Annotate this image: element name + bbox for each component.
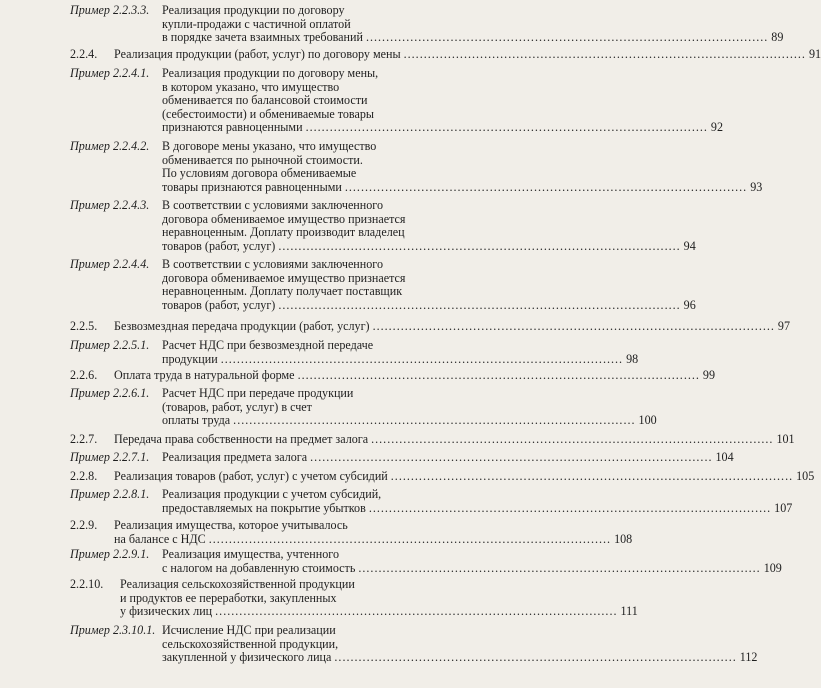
entry-title-line: Исчисление НДС при реализации xyxy=(162,623,336,637)
dot-leader: .................................................................................................... xyxy=(334,650,737,664)
entry-title-line: В договоре мены указано, что имущество xyxy=(162,139,377,153)
dot-leader: .................................................................................................... xyxy=(390,469,794,483)
dot-leader: .................................................................................................... xyxy=(215,604,618,618)
entry-title-line: и продуктов ее переработки, закупленных xyxy=(120,590,337,605)
entry-title-line: (товаров, работ, услуг) в счет xyxy=(162,399,312,414)
entry-title-line: признаются равноценными xyxy=(162,120,303,134)
entry-title-line: товаров (работ, услуг) xyxy=(162,297,276,312)
entry-title-line: Реализация продукции по договору xyxy=(162,3,345,17)
dot-leader: .................................................................................................... xyxy=(208,531,612,546)
entry-number: 2.2.5. xyxy=(70,319,98,333)
entry-number: 2.2.10. xyxy=(70,577,104,591)
page-number: 109 xyxy=(763,560,782,575)
entry-title-line: Реализация имущества, учтенного xyxy=(162,547,339,561)
dot-leader: .................................................................................................... xyxy=(372,319,775,333)
entry-title-line: неравноценным. Доплату производит владелец xyxy=(162,225,405,239)
dot-leader: .................................................................................................... xyxy=(368,500,772,515)
page-number: 112 xyxy=(739,650,758,664)
entry-number: Пример 2.2.9.1. xyxy=(70,547,150,561)
entry-number: Пример 2.2.7.1. xyxy=(70,450,150,464)
entry-title-line: сельскохозяйственной продукции, xyxy=(162,636,339,651)
dot-leader: .................................................................................................... xyxy=(310,450,713,464)
entry-number: Пример 2.2.4.3. xyxy=(70,198,150,212)
entry-title-line: Реализация товаров (работ, услуг) с учетом субсидий xyxy=(114,469,388,483)
page-number: 107 xyxy=(774,500,793,515)
entry-number: Пример 2.2.4.4. xyxy=(70,257,150,271)
entry-title-line: договора обмениваемое имущество признается xyxy=(162,270,406,285)
entry-title-line: в котором указано, что имущество xyxy=(162,79,340,94)
entry-title-line: Расчет НДС при безвозмездной передаче xyxy=(162,338,374,352)
entry-title-line: Безвозмездная передача продукции (работ, услуг) xyxy=(114,319,370,333)
page-number: 93 xyxy=(750,179,763,194)
entry-number: Пример 2.3.10.1. xyxy=(70,623,156,637)
page-number: 100 xyxy=(638,413,657,427)
entry-title-line: В соответствии с условиями заключенного xyxy=(162,257,384,271)
dot-leader: .................................................................................................... xyxy=(233,413,636,427)
entry-title-line: По условиям договора обмениваемые xyxy=(162,166,357,180)
entry-title-line: оплаты труда xyxy=(162,413,231,427)
dot-leader: .................................................................................................... xyxy=(305,120,708,134)
entry-number: Пример 2.2.3.3. xyxy=(70,3,150,17)
entry-title-line: Реализация сельскохозяйственной продукции xyxy=(120,577,355,591)
page-number: 89 xyxy=(771,30,784,44)
entry-title-line: Реализация продукции по договору мены, xyxy=(162,66,379,80)
page-number: 108 xyxy=(614,531,633,546)
entry-title-line: (себестоимости) и обмениваемые товары xyxy=(162,106,375,121)
dot-leader: .................................................................................................... xyxy=(278,297,681,312)
entry-title-line: купли-продажи с частичной оплатой xyxy=(162,16,351,31)
entry-number: Пример 2.2.8.1. xyxy=(70,487,150,501)
dot-leader: .................................................................................................... xyxy=(278,238,681,253)
entry-title-line: Реализация продукции (работ, услуг) по договору мены xyxy=(114,47,401,61)
entry-title-line: товаров (работ, услуг) xyxy=(162,238,276,253)
page-number: 98 xyxy=(626,351,639,366)
entry-number: Пример 2.2.5.1. xyxy=(70,338,150,352)
entry-title-line: Оплата труда в натуральной форме xyxy=(114,368,295,382)
page-number: 94 xyxy=(683,238,696,253)
entry-title-line: товары признаются равноценными xyxy=(162,179,342,194)
entry-title-line: договора обмениваемое имущество признается xyxy=(162,211,406,226)
dot-leader: .................................................................................................... xyxy=(371,432,774,446)
entry-number: 2.2.7. xyxy=(70,432,98,446)
page-number: 96 xyxy=(683,297,696,312)
page-number: 104 xyxy=(715,450,734,464)
entry-number: 2.2.9. xyxy=(70,518,98,532)
entry-number: Пример 2.2.4.2. xyxy=(70,139,150,153)
page-number: 105 xyxy=(796,469,815,483)
entry-number: 2.2.6. xyxy=(70,368,98,382)
page-number: 92 xyxy=(710,120,723,134)
dot-leader: .................................................................................................... xyxy=(358,560,761,575)
entry-title-line: В соответствии с условиями заключенного xyxy=(162,198,384,212)
entry-title-line: Реализация предмета залога xyxy=(162,450,308,464)
page-number: 111 xyxy=(620,604,638,618)
page-number: 91 xyxy=(808,47,821,61)
entry-number: 2.2.8. xyxy=(70,469,98,483)
page-number: 101 xyxy=(776,432,795,446)
dot-leader: .................................................................................................... xyxy=(365,30,769,44)
entry-number: Пример 2.2.4.1. xyxy=(70,66,150,80)
entry-title-line: обменивается по балансовой стоимости xyxy=(162,93,368,107)
page-number: 97 xyxy=(777,319,790,333)
entry-number: Пример 2.2.6.1. xyxy=(70,386,150,400)
dot-leader: .................................................................................................... xyxy=(297,368,700,382)
dot-leader: .................................................................................................... xyxy=(344,179,748,194)
entry-title-line: Расчет НДС при передаче продукции xyxy=(162,386,354,400)
entry-title-line: Реализация продукции с учетом субсидий, xyxy=(162,487,382,501)
entry-title-line: Реализация имущества, которое учитывалось xyxy=(114,518,348,532)
entry-title-line: Передача права собственности на предмет залога xyxy=(114,432,369,446)
entry-title-line: с налогом на добавленную стоимость xyxy=(162,560,356,575)
dot-leader: .................................................................................................... xyxy=(403,47,806,61)
page-number: 99 xyxy=(702,368,715,382)
entry-title-line: в порядке зачета взаимных требований xyxy=(162,30,363,44)
entry-title-line: предоставляемых на покрытие убытков xyxy=(162,500,366,515)
entry-title-line: на балансе с НДС xyxy=(114,531,206,546)
entry-title-line: неравноценным. Доплату получает поставщик xyxy=(162,284,403,298)
entry-number: 2.2.4. xyxy=(70,47,98,61)
entry-title-line: обменивается по рыночной стоимости. xyxy=(162,152,363,167)
entry-title-line: продукции xyxy=(162,351,218,366)
entry-title-line: закупленной у физического лица xyxy=(162,650,332,664)
dot-leader: .................................................................................................... xyxy=(220,351,624,366)
entry-title-line: у физических лиц xyxy=(120,604,213,618)
